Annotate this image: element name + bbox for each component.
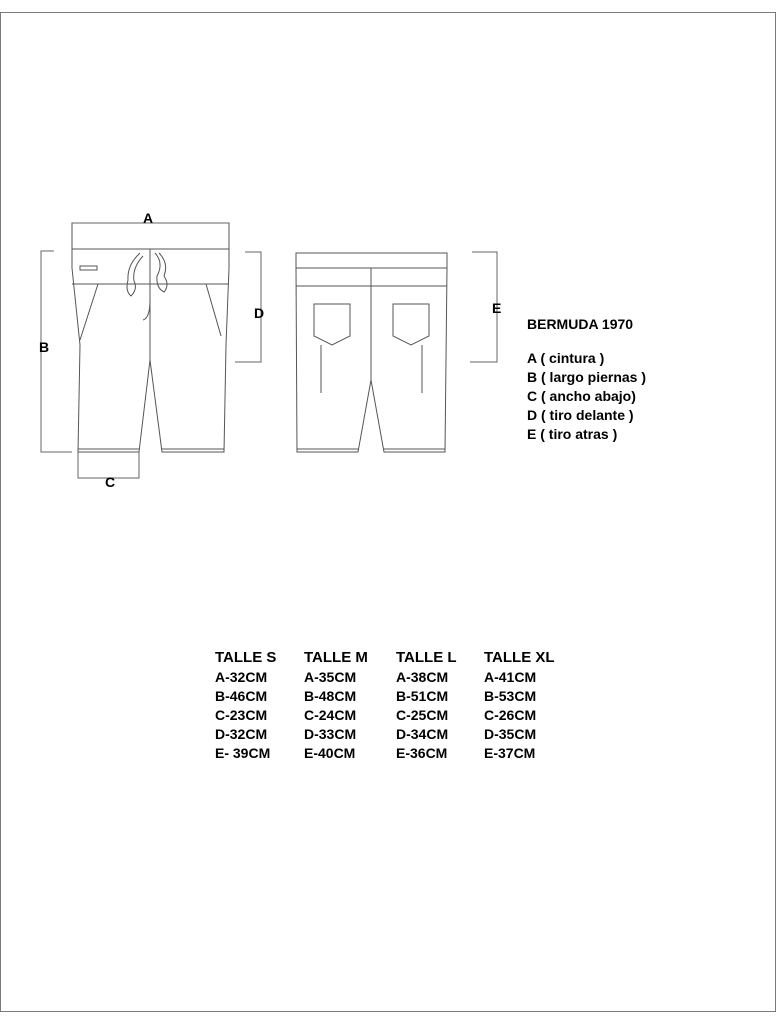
back-right-pocket [393,304,429,345]
size-value: E-40CM [304,745,356,761]
back-left-pocket [314,304,350,345]
legend [527,316,646,444]
size-column-s [215,648,276,763]
size-value: B-53CM [484,688,537,704]
size-value: D-32CM [215,726,268,742]
front-waistband [72,223,229,249]
legend-item-c: C ( ancho abajo) [527,388,636,404]
size-header: TALLE L [396,649,457,666]
size-header: TALLE XL [484,649,555,666]
front-label-tab [80,266,97,270]
size-value: B-48CM [304,688,357,704]
legend-item-b: B ( largo piernas ) [527,369,647,385]
size-value: E-36CM [396,745,448,761]
size-column-xl [484,648,555,763]
front-view [72,223,229,452]
size-value: D-33CM [304,726,357,742]
back-waistband [296,253,447,268]
size-value: E-37CM [484,745,536,761]
drawstring-left [127,253,143,296]
legend-item-e: E ( tiro atras ) [527,426,618,442]
dim-label-c: C [105,474,116,490]
size-value: C-26CM [484,707,537,723]
dim-label-a: A [143,210,154,226]
size-column-m [304,648,368,763]
back-view [296,253,447,452]
size-value: B-46CM [215,688,268,704]
front-fly-curve [143,300,150,320]
dim-label-e: E [492,300,502,316]
size-value: A-32CM [215,669,268,685]
legend-item-a: A ( cintura ) [527,350,605,366]
size-value: C-23CM [215,707,268,723]
drawstring-right [155,253,167,292]
front-right-pocket [206,284,221,336]
size-header: TALLE S [215,649,277,666]
size-value: C-25CM [396,707,449,723]
size-value: A-41CM [484,669,537,685]
size-value: D-34CM [396,726,449,742]
size-value: C-24CM [304,707,357,723]
size-value: A-38CM [396,669,449,685]
size-value: E- 39CM [215,745,271,761]
size-value: B-51CM [396,688,449,704]
front-left-pocket [80,284,98,340]
legend-item-d: D ( tiro delante ) [527,407,634,423]
size-value: D-35CM [484,726,537,742]
size-value: A-35CM [304,669,357,685]
dim-label-b: B [39,339,50,355]
size-header: TALLE M [304,649,368,666]
dim-label-d: D [254,305,265,321]
size-column-l [396,648,457,763]
product-title: BERMUDA 1970 [527,316,634,332]
